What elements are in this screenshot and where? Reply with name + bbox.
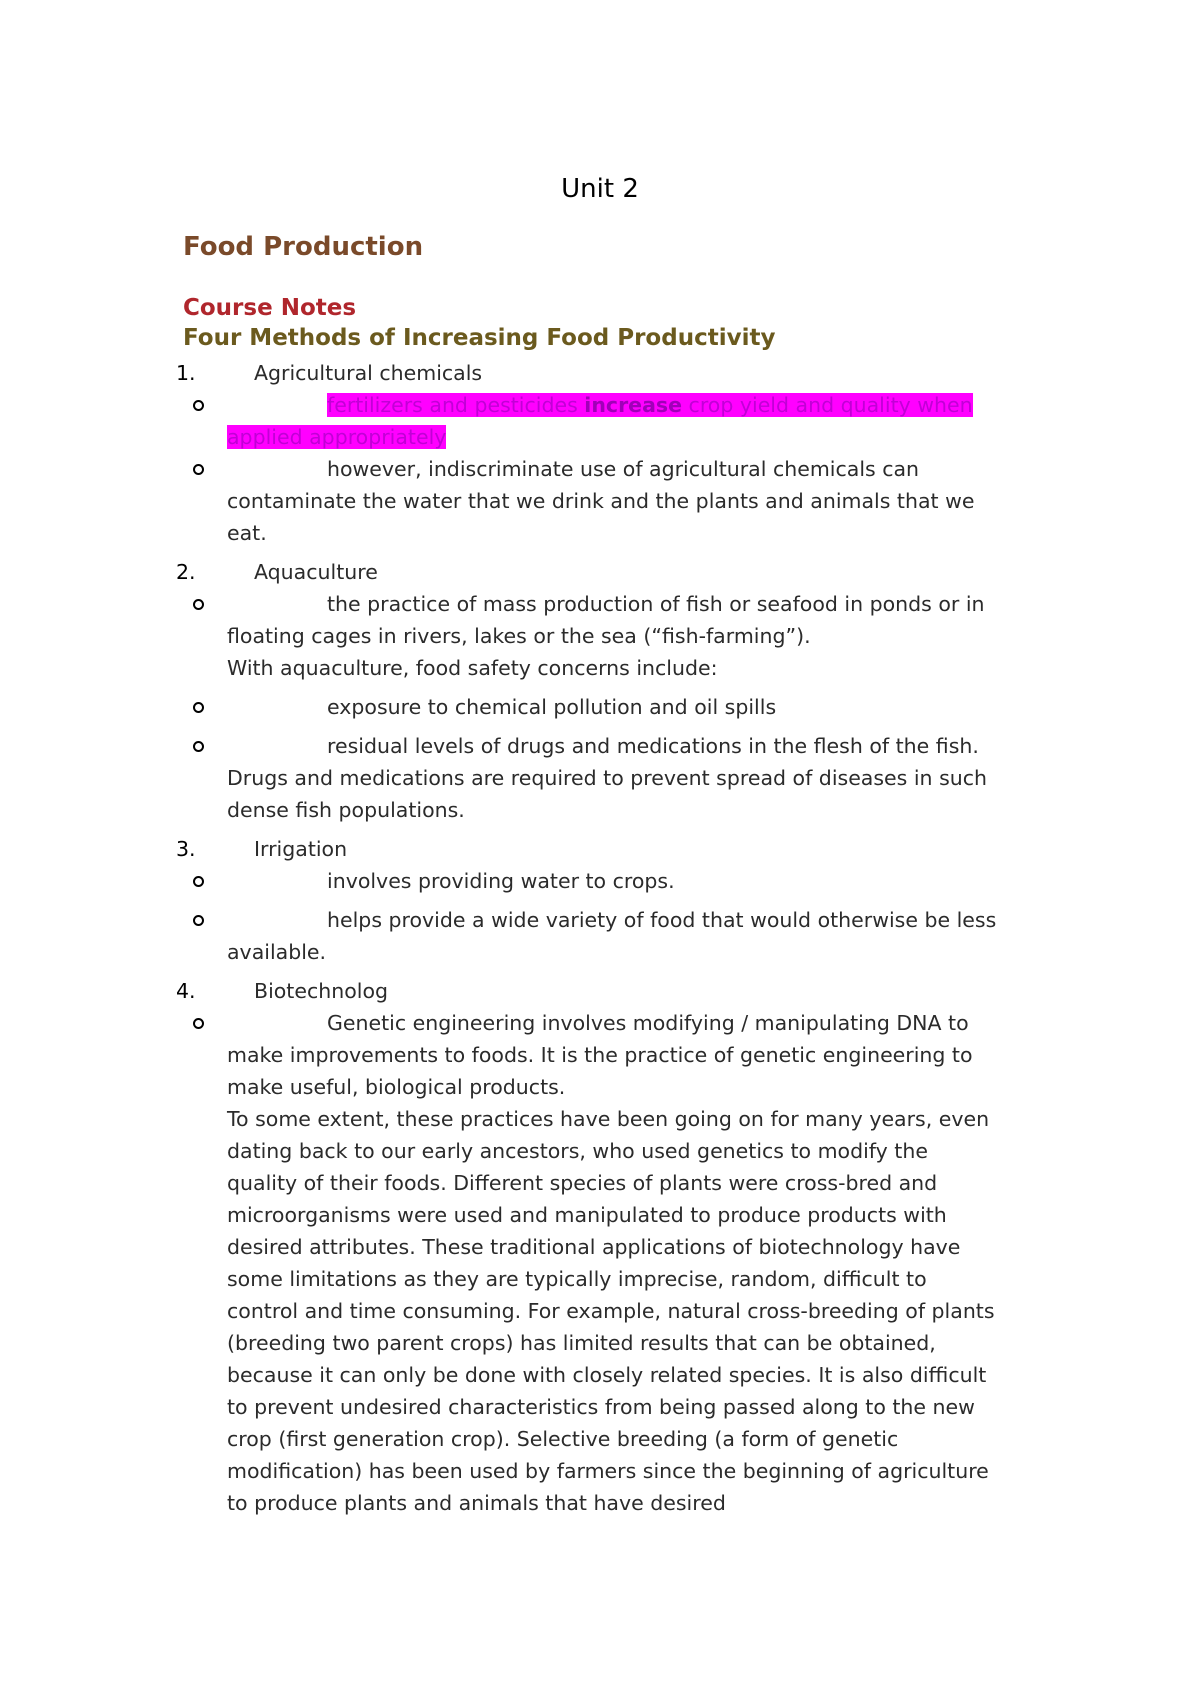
bullet-text: helps provide a wide variety of food that would otherwise be less available. bbox=[227, 908, 997, 964]
highlight-part: fertilizers and pesticides bbox=[327, 393, 585, 417]
list-item-label: Agricultural chemicals bbox=[254, 361, 483, 385]
document-body bbox=[0, 357, 1200, 1519]
bullet-item bbox=[0, 588, 1002, 652]
circle-bullet-icon bbox=[193, 464, 204, 475]
bullet-item bbox=[0, 865, 1002, 897]
list-item-label: Irrigation bbox=[254, 837, 348, 861]
list-item-biotechnology bbox=[0, 975, 1200, 1007]
page-title: Unit 2 bbox=[561, 174, 639, 204]
bullet-text: involves providing water to crops. bbox=[327, 869, 675, 893]
circle-bullet-icon bbox=[193, 400, 204, 411]
list-item-irrigation bbox=[0, 833, 1200, 865]
paragraph-text: To some extent, these practices have been going on for many years, even dating back to our early ancestors, who used genetics to modify the quality of their foods. Different species of plants were cross-bred and microorganisms were used and manipulated to produce products with desired attributes. These traditional applications of biotechnology have some limitations as they are typically imprecise, random, difficult to control and time consuming. For example, natural cross-breeding of plants (breeding two parent crops) has limited results that can be obtained, because it can only be done with closely related species. It is also difficult to prevent undesired characteristics from being passed along to the new crop (first generation crop). Selective breeding (a form of genetic modification) has been used by farmers since the beginning of agriculture to produce plants and animals that have desired bbox=[227, 1107, 995, 1515]
bullet-item bbox=[0, 730, 1002, 826]
list-number: 2. bbox=[176, 560, 196, 584]
list-item-agricultural-chemicals bbox=[0, 357, 1200, 389]
bullet-text: exposure to chemical pollution and oil spills bbox=[327, 695, 777, 719]
list-number: 4. bbox=[176, 979, 196, 1003]
circle-bullet-icon bbox=[193, 599, 204, 610]
bullet-item bbox=[0, 453, 1002, 549]
bullet-text: however, indiscriminate use of agricultural chemicals can contaminate the water that we drink and the plants and animals that we eat. bbox=[227, 457, 975, 545]
bullet-item bbox=[0, 389, 1002, 453]
highlight-part: crop yield and quality when applied appropriately bbox=[227, 393, 973, 449]
bullet-text bbox=[227, 389, 1002, 453]
bullet-item bbox=[0, 904, 1002, 968]
list-number: 1. bbox=[176, 361, 196, 385]
heading-course-notes: Course Notes bbox=[183, 295, 357, 321]
bullet-item bbox=[0, 1007, 1002, 1103]
list-item-aquaculture bbox=[0, 556, 1200, 588]
circle-bullet-icon bbox=[193, 915, 204, 926]
bullet-item bbox=[0, 691, 1002, 723]
circle-bullet-icon bbox=[193, 876, 204, 887]
list-item-label: Biotechnolog bbox=[254, 979, 389, 1003]
bullet-text: the practice of mass production of fish or seafood in ponds or in floating cages in rivers, lakes or the sea (“fish-farming”). bbox=[227, 592, 985, 648]
list-number: 3. bbox=[176, 837, 196, 861]
list-item-label: Aquaculture bbox=[254, 560, 378, 584]
heading-food-production: Food Production bbox=[183, 232, 424, 262]
circle-bullet-icon bbox=[193, 741, 204, 752]
bold-word: increase bbox=[584, 393, 683, 417]
bullet-text: Genetic engineering involves modifying / manipulating DNA to make improvements to foods. It is the practice of genetic engineering to make useful, biological products. bbox=[227, 1011, 973, 1099]
circle-bullet-icon bbox=[193, 1018, 204, 1029]
bullet-text: residual levels of drugs and medications in the flesh of the fish. Drugs and medications are required to prevent spread of diseases in such dense fish populations. bbox=[227, 734, 988, 822]
paragraph-text: With aquaculture, food safety concerns include: bbox=[227, 656, 718, 680]
circle-bullet-icon bbox=[193, 702, 204, 713]
heading-four-methods: Four Methods of Increasing Food Productivity bbox=[183, 325, 776, 351]
highlighted-text bbox=[227, 393, 973, 449]
